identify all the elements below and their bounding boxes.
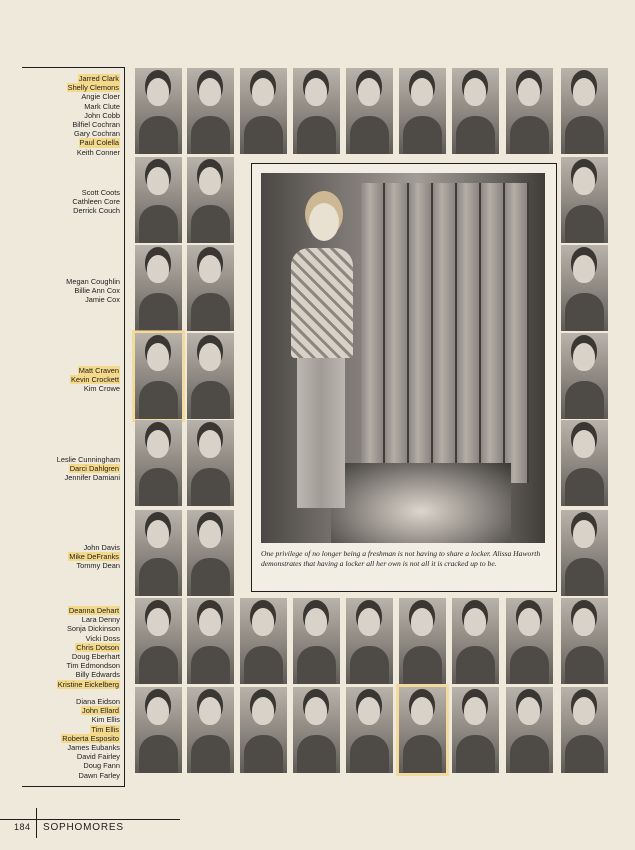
student-portrait [187, 245, 234, 331]
student-name: John Davis [83, 543, 120, 552]
student-portrait [452, 687, 499, 773]
student-name: Chris Dotson [76, 642, 119, 652]
name-group-5 [0, 455, 120, 483]
student-name: Paul Colella [79, 138, 119, 148]
page-number: 184 [14, 822, 31, 832]
student-name: Gary Cochran [73, 129, 120, 139]
name-group-8 [0, 697, 120, 780]
student-name: Kim Crowe [83, 384, 120, 394]
student-name: Kim Ellis [91, 715, 120, 725]
student-name: Jarred Clark [78, 74, 119, 83]
student-portrait [187, 598, 234, 684]
student-name: Leslie Cunningham [56, 455, 120, 464]
name-group-2 [0, 188, 120, 216]
student-portrait [293, 68, 340, 154]
student-portrait [452, 598, 499, 684]
student-portrait [346, 598, 393, 684]
student-name: Tim Edmondson [66, 661, 120, 671]
student-name: Doug Eberhart [71, 652, 120, 662]
student-portrait [187, 333, 234, 419]
student-figure [309, 203, 339, 241]
student-portrait [135, 333, 182, 419]
student-name: Angie Cloer [81, 92, 120, 102]
footer-divider [36, 808, 37, 838]
name-group-4 [0, 366, 120, 394]
name-group-1 [0, 74, 120, 157]
student-name: David Fairley [76, 752, 120, 762]
student-portrait [135, 510, 182, 596]
student-name: Scott Coots [81, 188, 120, 197]
student-portrait [240, 687, 287, 773]
student-name: Bilfiel Cochran [72, 120, 120, 130]
student-portrait [187, 420, 234, 506]
student-portrait [187, 157, 234, 243]
student-name: Megan Coughlin [66, 277, 120, 286]
student-portrait [135, 245, 182, 331]
student-name: Kevin Crockett [70, 375, 119, 385]
section-title: SOPHOMORES [43, 822, 124, 833]
student-portrait [293, 598, 340, 684]
student-portrait [399, 598, 446, 684]
student-portrait [187, 510, 234, 596]
student-name: Matt Craven [78, 366, 119, 375]
student-name: Derrick Couch [73, 206, 120, 216]
footer-rule [0, 819, 180, 820]
student-portrait [561, 333, 608, 419]
student-name: Doug Fann [83, 761, 120, 771]
student-name: Billy Edwards [75, 670, 120, 680]
student-name: Jennifer Damiani [64, 473, 120, 483]
student-name: Jamie Cox [85, 295, 120, 305]
student-name: Mark Clute [84, 101, 120, 111]
student-name: Cathleen Core [72, 197, 120, 207]
student-portrait [561, 420, 608, 506]
name-group-6 [0, 543, 120, 571]
student-portrait [506, 687, 553, 773]
student-portrait [135, 420, 182, 506]
student-name: Kristine Eickelberg [57, 679, 119, 689]
student-portrait [135, 687, 182, 773]
student-portrait [346, 687, 393, 773]
student-portrait [506, 598, 553, 684]
student-name: Shelly Clemons [67, 83, 119, 93]
student-name: Diana Eidson [76, 697, 120, 706]
student-name: John Cobb [84, 110, 120, 120]
student-name: James Eubanks [67, 743, 120, 753]
student-name: Sonja Dickinson [67, 624, 120, 634]
student-portrait [561, 157, 608, 243]
student-portrait [561, 510, 608, 596]
student-name: Roberta Esposito [62, 733, 119, 743]
student-portrait [452, 68, 499, 154]
student-name: Keith Conner [76, 147, 120, 157]
name-group-3 [0, 277, 120, 305]
name-group-7 [0, 606, 120, 689]
student-portrait [561, 68, 608, 154]
student-portrait [240, 598, 287, 684]
student-name: Mike DeFranks [69, 552, 119, 562]
student-portrait [399, 687, 446, 773]
student-portrait [293, 687, 340, 773]
student-portrait [135, 157, 182, 243]
student-name: Billie Ann Cox [74, 286, 120, 296]
student-name: Lara Denny [81, 615, 120, 625]
student-portrait [135, 68, 182, 154]
student-portrait [561, 598, 608, 684]
student-portrait [346, 68, 393, 154]
student-name: John Ellard [82, 706, 119, 716]
locker-photo [261, 173, 545, 543]
student-portrait [187, 68, 234, 154]
student-name: Tommy Dean [76, 561, 120, 571]
student-portrait [187, 687, 234, 773]
student-portrait [561, 245, 608, 331]
photo-caption: One privilege of no longer being a freshman is not having to share a locker. Alissa Haworth demonstrates that having a locker all her own is not all it is cracked up to be. [261, 549, 541, 568]
student-name: Darci Dahlgren [69, 464, 119, 474]
student-name: Vicki Doss [85, 633, 120, 643]
student-portrait [399, 68, 446, 154]
student-portrait [506, 68, 553, 154]
student-portrait [561, 687, 608, 773]
student-portrait [240, 68, 287, 154]
feature-photo-frame [251, 163, 557, 592]
student-name: Dawn Farley [78, 770, 120, 780]
student-portrait [135, 598, 182, 684]
student-name: Deanna Dehart [68, 606, 119, 615]
student-name: Tim Ellis [91, 724, 119, 734]
